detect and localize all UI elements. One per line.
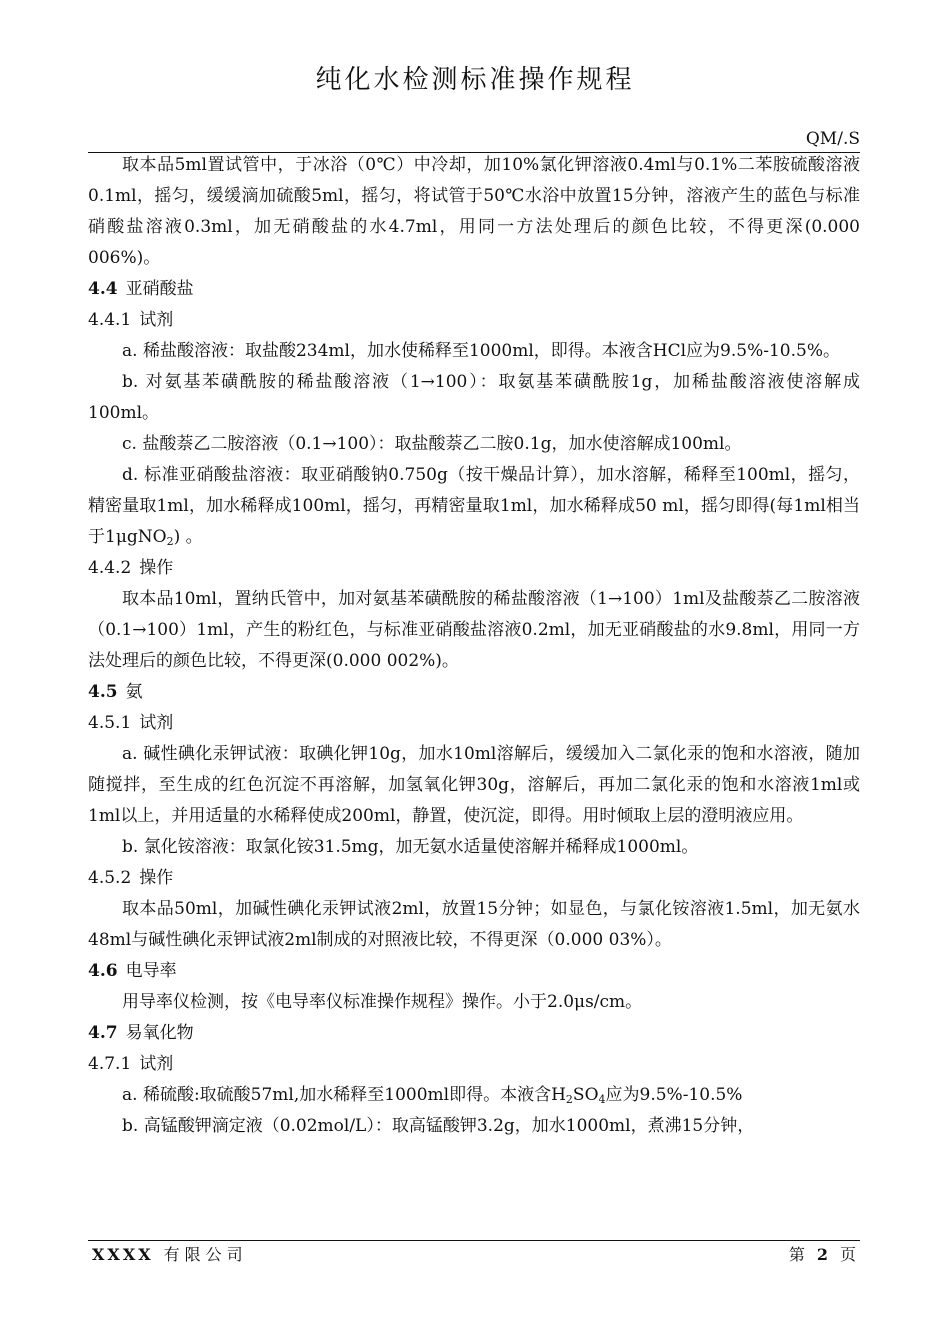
section-number: 4.5 <box>88 682 118 702</box>
reagent-item-a-text: a. 稀硫酸:取硫酸57ml,加水稀释至1000ml即得。本液含H <box>122 1085 566 1105</box>
section-heading-4-6 <box>88 956 860 987</box>
company-suffix: 有限公司 <box>163 1245 248 1264</box>
page-prefix: 第 <box>788 1245 807 1264</box>
reagent-item-d-text: d. 标准亚硝酸盐溶液：取亚硝酸钠0.750g（按干燥品计算），加水溶解，稀释至100ml，摇匀，精密量取1ml，加水稀释成100ml，摇匀，再精密量取1ml，加水稀释成50 ml，摇匀即得(每1ml相当于1μgNO <box>88 465 860 547</box>
subscript: 4 <box>598 1093 606 1106</box>
section-number: 4.7 <box>88 1023 118 1043</box>
section-heading-4-7 <box>88 1018 860 1049</box>
reagent-item-d <box>88 460 860 553</box>
subsection-heading-4-5-2 <box>88 863 860 894</box>
section-heading-4-4 <box>88 274 860 305</box>
subscript: 2 <box>565 1093 573 1106</box>
reagent-item-b: b. 氯化铵溶液：取氯化铵31.5mg，加无氨水适量使溶解并稀释成1000ml。 <box>122 837 699 857</box>
reagent-item-a-tail: 应为9.5%-10.5% <box>605 1085 743 1105</box>
reagent-item-d-tail: ) 。 <box>173 527 203 547</box>
subsection-heading-4-7-1 <box>88 1049 860 1080</box>
subsection-number: 4.5.1 <box>88 713 132 733</box>
reagent-item-a <box>88 1080 860 1111</box>
subsection-title: 操作 <box>139 868 174 888</box>
section-title: 氨 <box>125 682 143 702</box>
subsection-heading-4-4-2 <box>88 553 860 584</box>
reagent-item-a: a. 稀盐酸溶液：取盐酸234ml，加水使稀释至1000ml，即得。本液含HCl应为9.5%-10.5%。 <box>122 341 840 361</box>
subsection-heading-4-4-1 <box>88 305 860 336</box>
paragraph-ammonia-procedure: 取本品50ml，加碱性碘化汞钾试液2ml，放置15分钟；如显色，与氯化铵溶液1.5ml，加无氨水48ml与碱性碘化汞钾试液2ml制成的对照液比较，不得更深（0.000 03%）。 <box>88 899 860 950</box>
subsection-number: 4.5.2 <box>88 868 132 888</box>
section-heading-4-5 <box>88 677 860 708</box>
reagent-item-a: a. 碱性碘化汞钾试液：取碘化钾10g，加水10ml溶解后，缓缓加入二氯化汞的饱和水溶液，随加随搅拌，至生成的红色沉淀不再溶解，加氢氧化钾30g，溶解后，再加二氯化汞的饱和水溶液1ml或1ml以上，并用适量的水稀释使成200ml，静置，使沉淀，即得。用时倾取上层的澄明液应用。 <box>88 744 860 826</box>
formula-part: SO <box>572 1085 599 1105</box>
subsection-heading-4-5-1 <box>88 708 860 739</box>
section-title: 亚硝酸盐 <box>125 279 194 299</box>
footer-rule <box>88 1240 860 1241</box>
company-name: XXXX <box>92 1245 154 1264</box>
subsection-title: 试剂 <box>139 1054 174 1074</box>
section-number: 4.6 <box>88 961 118 981</box>
subsection-number: 4.7.1 <box>88 1054 132 1074</box>
section-number: 4.4 <box>88 279 118 299</box>
page-suffix: 页 <box>839 1245 858 1264</box>
paragraph-conductivity: 用导率仪检测，按《电导率仪标准操作规程》操作。小于2.0μs/cm。 <box>122 992 643 1012</box>
paragraph-nitrite-procedure: 取本品10ml，置纳氏管中，加对氨基苯磺酰胺的稀盐酸溶液（1→100）1ml及盐酸萘乙二胺溶液（0.1→100）1ml，产生的粉红色，与标准亚硝酸盐溶液0.2ml，加无亚硝酸盐的水9.8ml，用同一方法处理后的颜色比较，不得更深(0.000 002%)。 <box>88 589 860 671</box>
reagent-item-b: b. 高锰酸钾滴定液（0.02mol/L）：取高锰酸钾3.2g，加水1000ml，煮沸15分钟， <box>122 1116 755 1136</box>
reagent-item-c: c. 盐酸萘乙二胺溶液（0.1→100）：取盐酸萘乙二胺0.1g，加水使溶解成100ml。 <box>122 434 742 454</box>
footer-page-number <box>789 1244 858 1266</box>
paragraph-nitrate-procedure: 取本品5ml置试管中，于冰浴（0℃）中冷却，加10%氯化钾溶液0.4ml与0.1%二苯胺硫酸溶液0.1ml，摇匀，缓缓滴加硫酸5ml，摇匀，将试管于50℃水浴中放置15分钟，溶液产生的蓝色与标准硝酸盐溶液0.3ml，加无硝酸盐的水4.7ml，用同一方法处理后的颜色比较，不得更深(0.000 006%)。 <box>88 155 860 268</box>
document-title: 纯化水检测标准操作规程 <box>315 65 635 95</box>
subsection-title: 试剂 <box>139 310 174 330</box>
page-number: 2 <box>816 1245 830 1264</box>
subsection-number: 4.4.2 <box>88 558 132 578</box>
section-title: 易氧化物 <box>125 1023 194 1043</box>
subsection-title: 试剂 <box>139 713 174 733</box>
document-number: QM/.S <box>805 129 860 149</box>
subscript: 2 <box>166 535 174 548</box>
document-body <box>88 150 860 1142</box>
section-title: 电导率 <box>125 961 177 981</box>
reagent-item-b: b. 对氨基苯磺酰胺的稀盐酸溶液（1→100）：取氨基苯磺酰胺1g，加稀盐酸溶液使溶解成100ml。 <box>88 372 860 423</box>
subsection-number: 4.4.1 <box>88 310 132 330</box>
subsection-title: 操作 <box>139 558 174 578</box>
footer-company <box>92 1244 248 1266</box>
